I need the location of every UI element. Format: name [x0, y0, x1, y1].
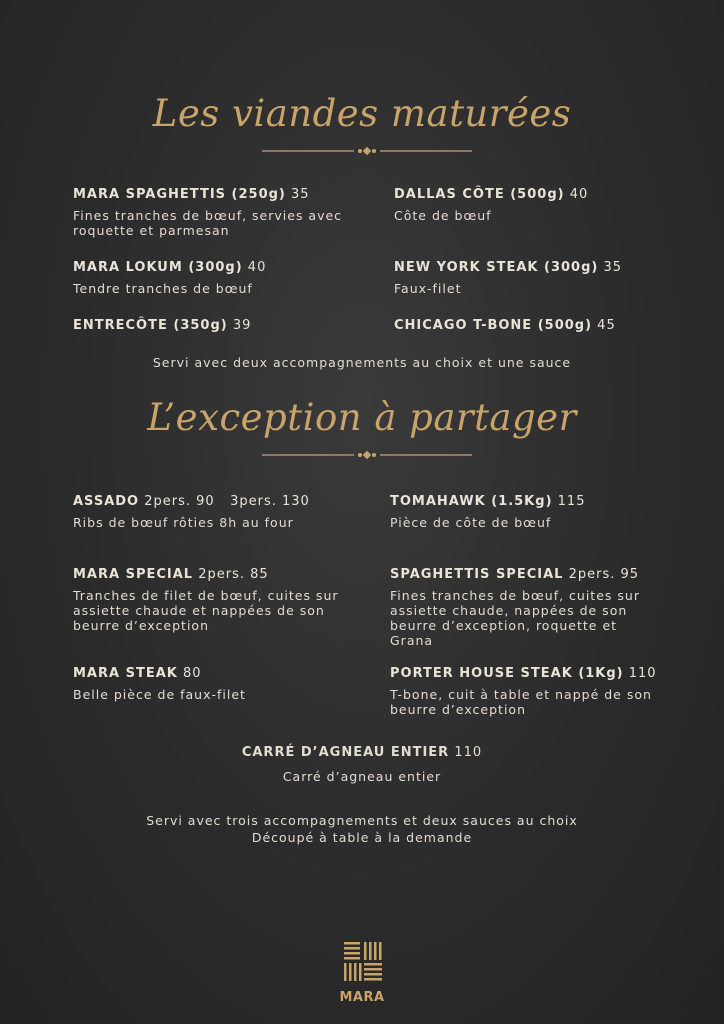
item-desc: Côte de bœuf	[394, 208, 492, 223]
section-note: Découpé à table à la demande	[251, 830, 473, 845]
menu-item	[390, 666, 660, 717]
item-price: 2pers. 90 3pers. 130	[144, 494, 310, 509]
center-item	[0, 745, 724, 761]
menu-item	[73, 187, 373, 238]
item-price: 35	[603, 260, 623, 275]
item-name: MARA LOKUM (300g)	[73, 260, 243, 275]
brand-logo	[333, 940, 391, 1004]
item-desc: Ribs de bœuf rôties 8h au four	[73, 515, 294, 530]
menu-item	[390, 567, 660, 648]
item-price: 35	[291, 187, 310, 202]
item-name: CHICAGO T-BONE (500g)	[394, 318, 593, 333]
item-name: DALLAS CÔTE (500g)	[394, 187, 565, 202]
item-desc: Fines tranches de bœuf, cuites sur assiette chaude, nappées de son beurre d’exception, roquette et Grana	[390, 588, 640, 648]
item-name: MARA SPAGHETTIS (250g)	[73, 187, 286, 202]
item-price: 40	[247, 260, 267, 275]
item-name: ENTRECÔTE (350g)	[73, 318, 228, 333]
item-desc: Pièce de côte de bœuf	[390, 515, 552, 530]
section-note: Servi avec trois accompagnements et deux sauces au choix	[146, 813, 578, 828]
item-desc: Carré d’agneau entier	[282, 769, 442, 784]
item-name: SPAGHETTIS SPECIAL	[390, 567, 564, 582]
item-price: 2pers. 85	[198, 567, 269, 582]
item-name: MARA STEAK	[73, 666, 178, 681]
logo-mark-icon	[333, 940, 391, 988]
menu-item	[394, 260, 694, 296]
item-price: 115	[557, 494, 586, 509]
item-name: NEW YORK STEAK (300g)	[394, 260, 599, 275]
item-name: TOMAHAWK (1.5Kg)	[390, 494, 553, 509]
ornament-divider	[262, 450, 472, 460]
item-desc: Tendre tranches de bœuf	[73, 281, 253, 296]
item-price: 45	[597, 318, 616, 333]
item-price: 110	[628, 666, 657, 681]
item-price: 80	[182, 666, 202, 681]
item-name: PORTER HOUSE STEAK (1Kg)	[390, 666, 624, 681]
item-price: 110	[454, 745, 483, 760]
menu-item	[73, 494, 373, 530]
menu-item	[73, 567, 345, 633]
item-desc: Faux-filet	[394, 281, 462, 296]
item-desc: T-bone, cuit à table et nappé de son beurre d’exception	[390, 687, 652, 717]
item-desc: Tranches de filet de bœuf, cuites sur assiette chaude et nappées de son beurre d’exception	[73, 588, 339, 633]
menu-item	[73, 666, 373, 702]
item-price: 40	[569, 187, 589, 202]
brand-name: MARA	[339, 990, 385, 1005]
section-title-sharing: L’exception à partager	[147, 396, 577, 439]
menu-item	[390, 494, 690, 530]
section-note: Servi avec deux accompagnements au choix et une sauce	[152, 355, 572, 370]
item-name: CARRÉ D’AGNEAU ENTIER	[241, 745, 450, 760]
item-name: MARA SPECIAL	[73, 567, 194, 582]
item-name: ASSADO	[73, 494, 140, 509]
item-desc: Fines tranches de bœuf, servies avec roquette et parmesan	[73, 208, 343, 238]
menu-item	[394, 187, 694, 223]
menu-item	[394, 318, 694, 333]
section-title-aged-meats: Les viandes maturées	[152, 92, 572, 135]
menu-item	[73, 260, 373, 296]
menu-item	[73, 318, 373, 333]
ornament-divider	[262, 146, 472, 156]
item-price: 39	[232, 318, 252, 333]
item-price: 2pers. 95	[568, 567, 640, 582]
item-desc: Belle pièce de faux-filet	[73, 687, 246, 702]
